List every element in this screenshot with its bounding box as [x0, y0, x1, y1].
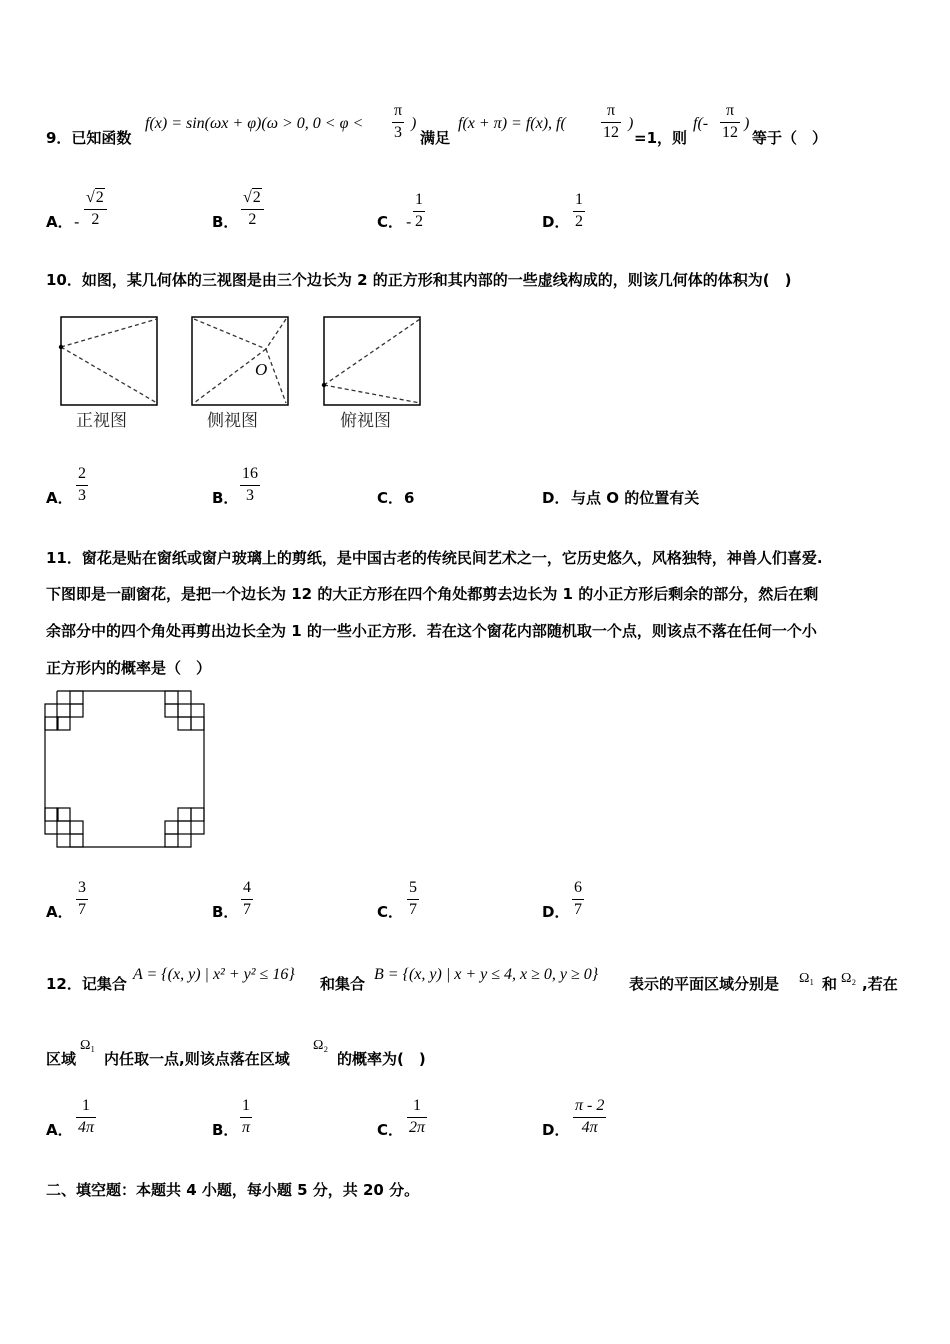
q12-option-b-num: 1	[242, 1097, 250, 1114]
section-2-heading: 二、填空题：本题共 4 小题，每小题 5 分，共 20 分。	[46, 1181, 420, 1199]
q9-option-c-sign: -	[406, 213, 412, 231]
q12-line2-omega-1: Ω₁	[80, 1038, 96, 1053]
q10-top-view	[321, 315, 423, 408]
bl-square-4	[70, 821, 83, 834]
side-view-point-label: O	[255, 360, 268, 379]
q9-option-c-num: 1	[415, 191, 423, 208]
q11-option-b-label[interactable]: B．	[212, 903, 239, 921]
q10-option-c-text: 6	[404, 489, 415, 507]
top-view-square	[324, 317, 420, 405]
br-square-4	[165, 821, 178, 834]
q9-frac-den: 3	[394, 124, 403, 141]
q12-option-a-den: 4π	[78, 1119, 95, 1136]
q9-fraction-pi-12	[601, 102, 621, 142]
q9-option-a-label[interactable]: A．	[46, 213, 73, 231]
q12-omega-1: Ω₁	[799, 971, 815, 986]
q9-frac3-num: π	[725, 102, 735, 119]
q10-caption-front: 正视图	[76, 411, 127, 431]
front-view-point	[59, 345, 63, 349]
q9-prefix: 9．已知函数	[46, 129, 132, 147]
q9-condition: f(x + π) = f(x), f(	[458, 115, 566, 132]
q12-option-d-num: π - 2	[575, 1097, 605, 1114]
q12-prefix: 12．记集合	[46, 975, 127, 993]
q9-option-d-num: 1	[575, 191, 583, 208]
q11-option-c-num: 5	[409, 879, 417, 896]
q11-option-b-num: 4	[243, 879, 251, 896]
q9-close-paren-2: )	[628, 115, 634, 132]
q10-option-b-den: 3	[246, 487, 254, 504]
front-view-dash-1	[61, 319, 157, 347]
q10-option-b-label[interactable]: B．	[212, 489, 239, 507]
q10-option-a-fraction	[76, 465, 88, 505]
q10-option-d-label[interactable]: D．	[542, 489, 570, 507]
q12-option-b-label[interactable]: B．	[212, 1121, 239, 1139]
tl-square-1	[57, 704, 70, 717]
q9-option-a-den: 2	[91, 211, 100, 228]
bl-square-1	[57, 821, 70, 834]
q9-frac2-num: π	[606, 102, 616, 119]
side-view-square	[192, 317, 288, 405]
tr-square-1	[178, 704, 191, 717]
q9-option-d-label[interactable]: D．	[542, 213, 570, 231]
q11-option-a-den: 7	[78, 901, 86, 918]
q11-option-d-label[interactable]: D．	[542, 903, 570, 921]
q12-option-b-fraction	[240, 1097, 252, 1137]
q12-mid: 表示的平面区域分别是	[629, 975, 780, 993]
q12-and: 和集合	[320, 975, 366, 993]
q9-option-b-fraction: √2 2	[241, 189, 264, 229]
q9-option-a-fraction: √2 2	[84, 189, 107, 229]
q11-option-a-label[interactable]: A．	[46, 903, 73, 921]
q12-option-c-den: 2π	[409, 1119, 426, 1136]
q9-fraction-pi-12-b	[720, 102, 740, 142]
q10-side-view	[189, 315, 291, 408]
q11-option-d-fraction	[572, 879, 584, 919]
side-view-dash-1	[194, 319, 266, 349]
q12-and-2: 和	[822, 975, 838, 993]
front-view-square	[61, 317, 157, 405]
q11-option-a-fraction	[76, 879, 88, 919]
q11-option-c-label[interactable]: C．	[377, 903, 404, 921]
q11-option-b-fraction	[241, 879, 253, 919]
side-view-dash-2	[266, 319, 286, 349]
br-square-5	[178, 808, 191, 821]
q12-line2-omega-2: Ω₂	[313, 1038, 329, 1053]
q9-option-a-sign: -	[74, 213, 80, 231]
br-square-3	[191, 808, 204, 821]
front-view-dash-2	[61, 347, 157, 403]
br-square-2	[165, 834, 178, 847]
q12-set-b: B = {(x, y) | x + y ≤ 4, x ≥ 0, y ≥ 0}	[374, 966, 599, 983]
q9-equals-one: =1，则	[634, 129, 688, 147]
q10-front-view	[58, 315, 160, 408]
q11-option-a-num: 3	[78, 879, 86, 896]
q9-option-c-label[interactable]: C．	[377, 213, 404, 231]
q12-option-c-label[interactable]: C．	[377, 1121, 404, 1139]
q11-line-1: 11．窗花是贴在窗纸或窗户玻璃上的剪纸，是中国古老的传统民间艺术之一，它历史悠久，风格独特，神兽人们喜爱.	[46, 549, 823, 567]
q9-mid-text: 满足	[420, 129, 451, 147]
q11-window-flower-figure	[44, 690, 206, 848]
q12-omega-2: Ω₂	[841, 971, 857, 986]
q9-suffix: 等于（ ）	[752, 129, 828, 147]
q10-option-a-label[interactable]: A．	[46, 489, 73, 507]
q12-option-c-num: 1	[413, 1097, 421, 1114]
bl-square-5	[57, 808, 70, 821]
q9-option-b-den: 2	[248, 211, 257, 228]
q12-option-d-den: 4π	[581, 1119, 598, 1136]
q10-option-b-fraction	[240, 465, 260, 505]
q10-stem: 10．如图，某几何体的三视图是由三个边长为 2 的正方形和其内部的一些虚线构成的，则该几何体的体积为( )	[46, 271, 792, 289]
tl-square-4	[70, 704, 83, 717]
tl-square-5	[57, 717, 70, 730]
q11-option-d-den: 7	[574, 901, 582, 918]
q12-option-a-num: 1	[82, 1097, 90, 1114]
bl-square-2	[70, 834, 83, 847]
q10-option-c-label[interactable]: C．	[377, 489, 404, 507]
top-view-dash-1	[324, 319, 420, 385]
q9-f-neg: f(-	[693, 115, 709, 132]
q10-caption-top: 俯视图	[340, 411, 391, 431]
q9-option-a-radicand: 2	[95, 189, 104, 206]
top-view-dash-2	[324, 385, 420, 403]
q10-option-a-den: 3	[78, 487, 86, 504]
q12-option-a-fraction	[76, 1097, 96, 1137]
q9-frac2-den: 12	[603, 124, 619, 141]
q9-frac3-den: 12	[722, 124, 738, 141]
q12-line2-region: 区域	[46, 1050, 77, 1068]
tr-square-4	[165, 704, 178, 717]
q11-line-2: 下图即是一副窗花，是把一个边长为 12 的大正方形在四个角处都剪去边长为 1 的小正方形后剩余的部分，然后在剩	[46, 585, 819, 603]
tr-square-2	[165, 691, 178, 704]
q9-option-d-fraction	[573, 191, 585, 231]
tl-square-3	[45, 717, 58, 730]
q11-option-c-den: 7	[409, 901, 417, 918]
q12-option-d-fraction	[573, 1097, 606, 1137]
q9-option-c-den: 2	[415, 213, 423, 230]
q12-option-c-fraction	[407, 1097, 427, 1137]
tl-square-2	[70, 691, 83, 704]
q10-caption-side: 侧视图	[207, 411, 258, 431]
q12-option-a-label[interactable]: A．	[46, 1121, 73, 1139]
q9-close-paren-3: )	[744, 115, 750, 132]
q12-tail: ,若在	[862, 975, 898, 993]
q11-option-c-fraction	[407, 879, 419, 919]
q12-line2-middle: 内任取一点,则该点落在区域	[104, 1050, 290, 1068]
q9-frac-num: π	[394, 102, 403, 119]
q11-line-3: 余部分中的四个角处再剪出边长全为 1 的一些小正方形．若在这个窗花内部随机取一个点，则该点不落在任何一个小	[46, 622, 817, 640]
q12-option-d-label[interactable]: D．	[542, 1121, 570, 1139]
q10-option-b-num: 16	[242, 465, 258, 482]
q9-function: f(x) = sin(ωx + φ)(ω > 0, 0 < φ <	[145, 115, 364, 132]
q9-option-b-label[interactable]: B．	[212, 213, 239, 231]
tr-square-5	[178, 717, 191, 730]
q9-close-paren: )	[411, 115, 417, 132]
bl-square-3	[45, 808, 58, 821]
top-view-point	[322, 383, 326, 387]
q11-option-b-den: 7	[243, 901, 251, 918]
q12-line2-end: 的概率为( )	[337, 1050, 426, 1068]
q9-option-d-den: 2	[575, 213, 583, 230]
q9-option-b-radicand: 2	[252, 189, 261, 206]
q10-option-a-num: 2	[78, 465, 86, 482]
q9-fraction-pi-3	[392, 102, 404, 142]
q12-set-a: A = {(x, y) | x² + y² ≤ 16}	[133, 966, 295, 983]
tr-square-3	[191, 717, 204, 730]
q9-option-c-fraction	[413, 191, 425, 231]
q12-option-b-den: π	[242, 1119, 251, 1136]
q11-line-4: 正方形内的概率是（ ）	[46, 659, 212, 677]
window-outline	[45, 691, 204, 847]
br-square-1	[178, 821, 191, 834]
q10-option-d-text: 与点 O 的位置有关	[571, 489, 700, 507]
q11-option-d-num: 6	[574, 879, 582, 896]
side-view-dash-4	[266, 349, 286, 403]
